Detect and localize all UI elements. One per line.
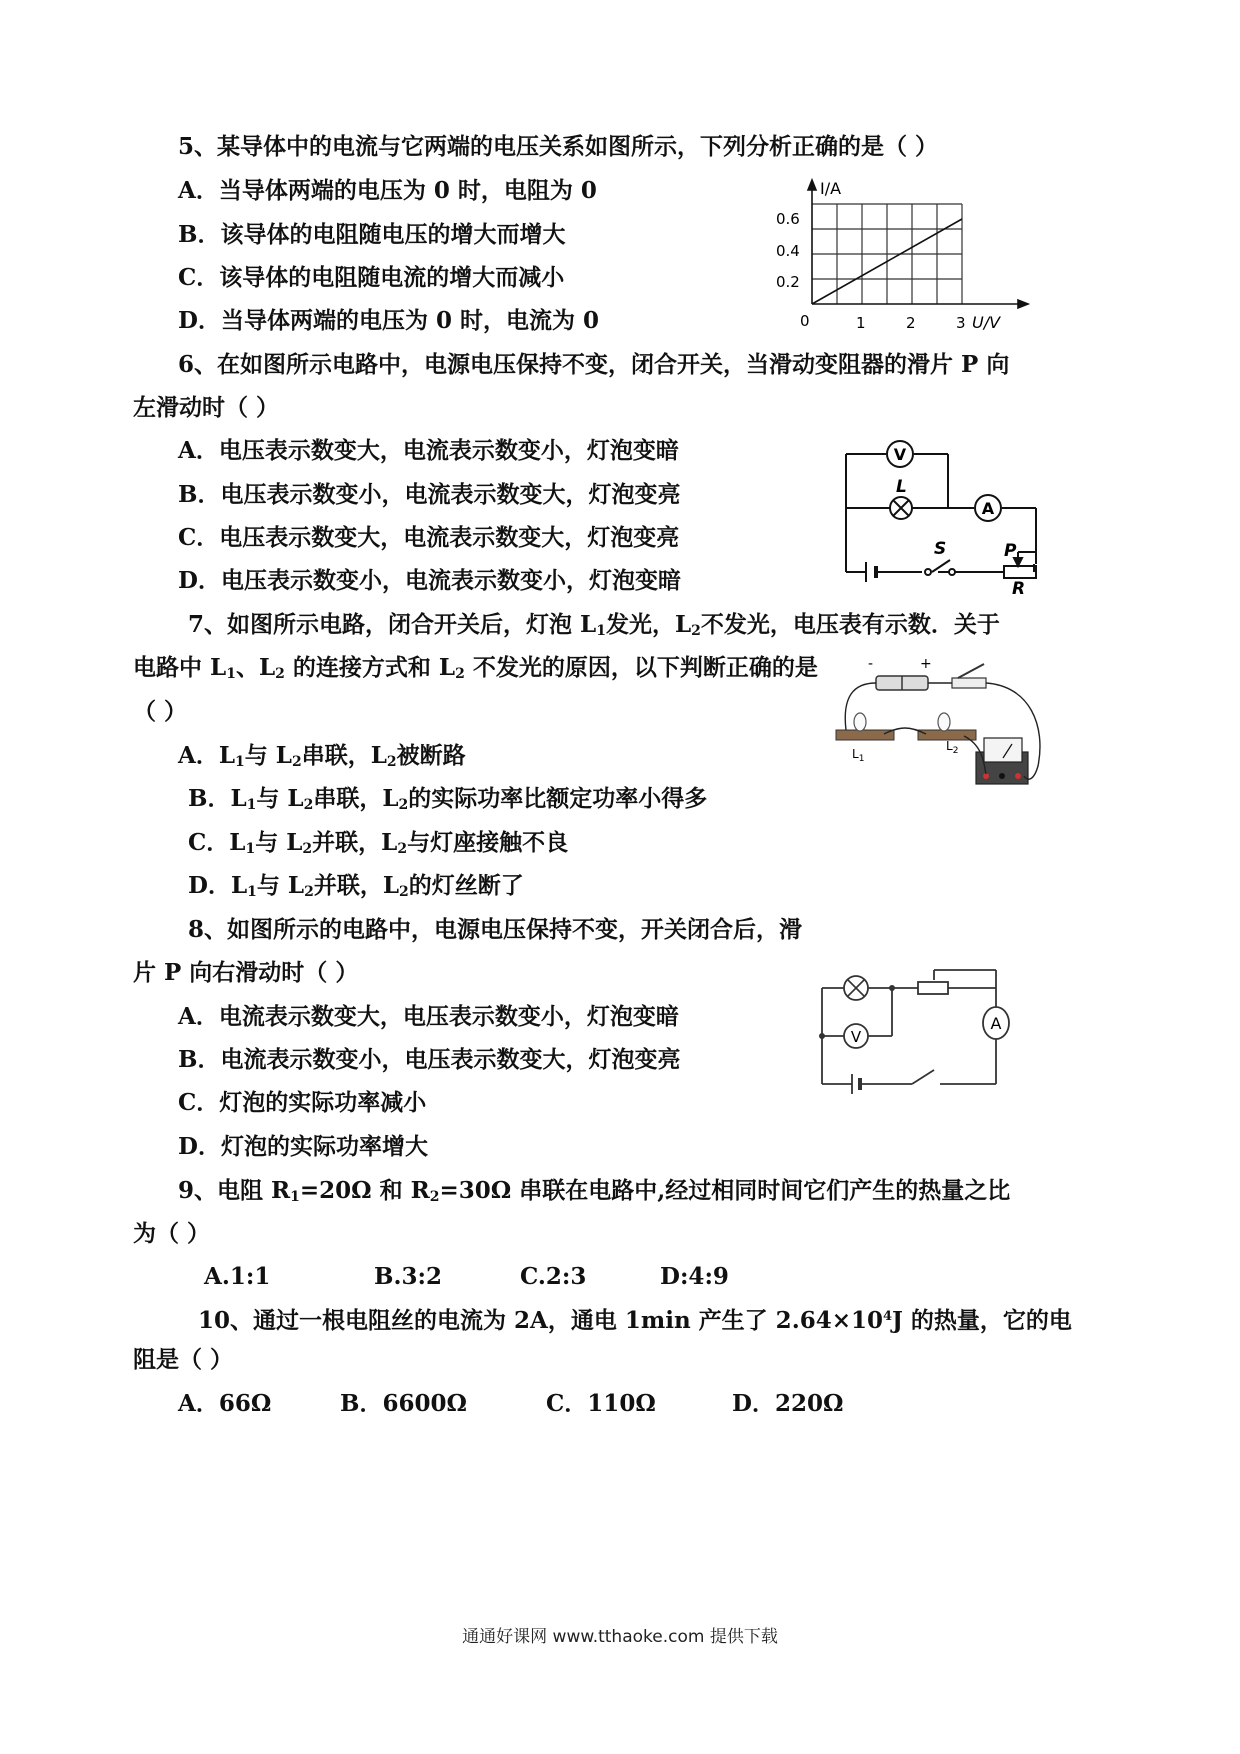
q7-stem-line2: 电路中 $L_1$、$L_2$ 的连接方式和 $L_2$ 不发光的原因，以下判断正确的是: [133, 654, 818, 682]
q6-option-b: B．电压表示数变小，电流表示数变大，灯泡变亮: [178, 481, 681, 508]
q8-ammeter-label: A: [990, 1014, 1002, 1033]
q9-stem-line1: 9、电阻 $R_1=20\Omega$ 和 $R_2=30\Omega$ 串联在电路中,经过相同时间它们产生的热量之比: [178, 1177, 1011, 1205]
q8-option-d: D．灯泡的实际功率增大: [178, 1133, 428, 1160]
q10-option-b: B．6600Ω: [340, 1390, 467, 1417]
q5-xtick-2: 2: [906, 314, 916, 332]
q7-option-d: D．$L_1$与 $L_2$并联，$L_2$的灯丝断了: [188, 872, 524, 900]
q5-xtick-1: 1: [856, 314, 866, 332]
q5-option-c: C．该导体的电阻随电流的增大而减小: [178, 264, 565, 291]
bulb-l1-icon: [854, 713, 866, 731]
q7-plus-label: +: [920, 656, 932, 672]
q6-stem-line1: 6、在如图所示电路中，电源电压保持不变，闭合开关，当滑动变阻器的滑片 P 向: [178, 351, 1010, 378]
q10-option-c: C．110Ω: [546, 1390, 656, 1417]
q6-voltmeter-label: V: [893, 445, 907, 464]
q6-circuit-diagram: [838, 436, 1050, 596]
q7-l1-label: $L_1$: [852, 747, 865, 764]
q9-option-b: B.3:2: [374, 1263, 442, 1290]
q8-stem-line2: 片 P 向右滑动时（ ）: [133, 959, 359, 986]
q6-resistor-label: R: [1012, 579, 1026, 596]
q8-option-b: B．电流表示数变小，电压表示数变大，灯泡变亮: [178, 1046, 681, 1073]
q5-option-b: B．该导体的电阻随电压的增大而增大: [178, 221, 566, 248]
q5-xtick-3: 3: [956, 314, 966, 332]
q6-option-d: D．电压表示数变小，电流表示数变小，灯泡变暗: [178, 567, 681, 594]
q9-stem-line2: 为（ ）: [133, 1220, 211, 1247]
q5-option-d: D．当导体两端的电压为 0 时，电流为 0: [178, 307, 599, 334]
q5-ylabel: I/A: [820, 179, 842, 198]
bulb-l2-icon: [938, 713, 950, 731]
q7-option-c: C．$L_1$与 $L_2$并联，$L_2$与灯座接触不良: [188, 829, 569, 857]
q5-origin: 0: [800, 312, 810, 330]
q5-stem: 5、某导体中的电流与它两端的电压关系如图所示，下列分析正确的是（ ）: [178, 133, 939, 160]
q9-option-d: D:4:9: [660, 1263, 729, 1290]
q8-voltmeter-label: V: [850, 1028, 862, 1046]
q10-stem-line2: 阻是（ ）: [133, 1346, 234, 1373]
q7-l2-label: $L_2$: [946, 739, 959, 756]
q8-circuit-diagram: [816, 966, 1012, 1098]
q7-circuit-photo: [834, 656, 1048, 790]
q5-xlabel: U/V: [972, 313, 1001, 332]
q7-option-b: B．$L_1$与 $L_2$串联，$L_2$的实际功率比额定功率小得多: [188, 785, 708, 813]
page-footer: 通通好课网 www.tthaoke.com 提供下载: [462, 1627, 778, 1647]
q7-minus-label: -: [868, 656, 874, 672]
q10-option-a: A．66Ω: [178, 1390, 272, 1417]
q5-ytick-06: 0.6: [776, 210, 800, 228]
q8-stem-line1: 8、如图所示的电路中，电源电压保持不变，开关闭合后，滑: [188, 916, 803, 943]
q5-ytick-02: 0.2: [776, 273, 800, 291]
q10-option-d: D．220Ω: [732, 1390, 844, 1417]
q5-option-a: A．当导体两端的电压为 0 时，电阻为 0: [178, 177, 597, 204]
q10-stem-line1: 10、通过一根电阻丝的电流为 2A，通电 1min 产生了 $2.64\times 10^4J$ 的热量，它的电: [198, 1307, 1072, 1334]
q6-ammeter-label: A: [981, 499, 995, 518]
knife-switch-icon: [952, 678, 986, 688]
q6-lamp-label: L: [896, 477, 907, 497]
q6-slider-label: P: [1004, 541, 1017, 561]
q5-iu-graph: [770, 176, 1050, 338]
q9-option-a: A.1:1: [204, 1263, 271, 1290]
q8-option-c: C．灯泡的实际功率减小: [178, 1089, 427, 1116]
q7-option-a: A．$L_1$与 $L_2$串联，$L_2$被断路: [178, 742, 466, 770]
q7-stem-line1: 7、如图所示电路，闭合开关后，灯泡 $L_1$发光，$L_2$不发光，电压表有示数．关于: [188, 611, 1000, 639]
q5-ytick-04: 0.4: [776, 242, 800, 260]
q6-stem-line2: 左滑动时（ ）: [133, 394, 280, 421]
q7-stem-line3: （ ）: [133, 698, 188, 725]
q6-switch-label: S: [934, 539, 947, 559]
q9-option-c: C.2:3: [520, 1263, 587, 1290]
q8-option-a: A．电流表示数变大，电压表示数变小，灯泡变暗: [178, 1003, 679, 1030]
q6-option-a: A．电压表示数变大，电流表示数变小，灯泡变暗: [178, 437, 679, 464]
q6-option-c: C．电压表示数变大，电流表示数变大，灯泡变亮: [178, 524, 680, 551]
